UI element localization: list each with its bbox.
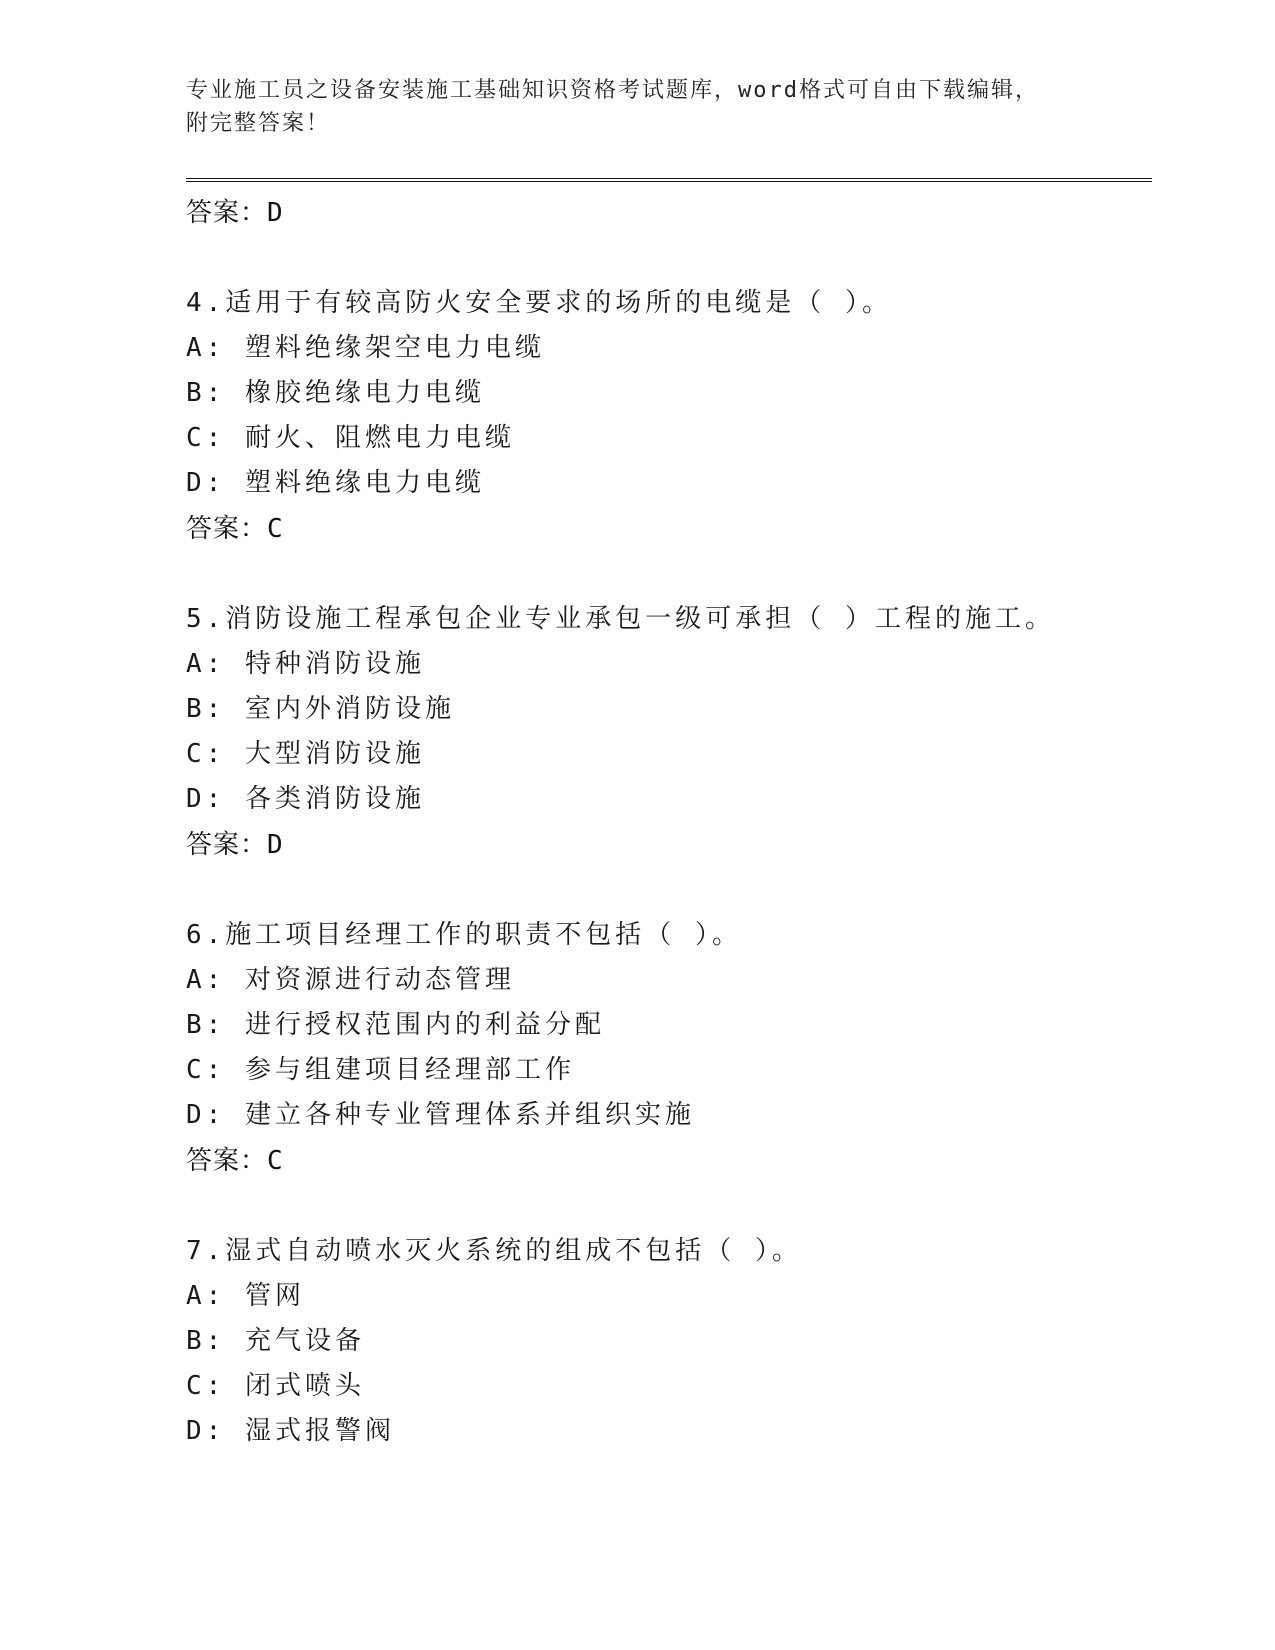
question-5-answer: 答案：D	[186, 830, 284, 860]
question-4-option-d: D: 塑料绝缘电力电缆	[186, 468, 485, 498]
spacer	[186, 868, 1152, 912]
spacer	[186, 1184, 1152, 1228]
answer-line: 答案：D	[186, 198, 284, 228]
question-7-option-b: B: 充气设备	[186, 1326, 365, 1356]
header-line-1: 专业施工员之设备安装施工基础知识资格考试题库，word格式可自由下载编辑，	[186, 78, 1039, 103]
question-4-answer: 答案：C	[186, 514, 284, 544]
question-6-answer: 答案：C	[186, 1146, 284, 1176]
question-5-option-a: A: 特种消防设施	[186, 649, 425, 679]
question-7-option-d: D: 湿式报警阀	[186, 1416, 395, 1446]
question-6-option-c: C: 参与组建项目经理部工作	[186, 1055, 575, 1085]
question-5-option-c: C: 大型消防设施	[186, 739, 425, 769]
question-5-stem: 5.消防设施工程承包企业专业承包一级可承担（ ）工程的施工。	[186, 604, 1055, 634]
question-4-option-c: C: 耐火、阻燃电力电缆	[186, 423, 515, 453]
header-divider	[186, 178, 1152, 182]
spacer	[186, 552, 1152, 596]
document-header	[186, 74, 1066, 140]
question-list	[186, 190, 1152, 1454]
question-6-option-a: A: 对资源进行动态管理	[186, 965, 515, 995]
question-6-option-d: D: 建立各种专业管理体系并组织实施	[186, 1100, 695, 1130]
question-4-stem: 4.适用于有较高防火安全要求的场所的电缆是（ ）。	[186, 288, 892, 318]
question-6-stem: 6.施工项目经理工作的职责不包括（ ）。	[186, 920, 742, 950]
question-7-option-a: A: 管网	[186, 1281, 305, 1311]
spacer	[186, 236, 1152, 280]
question-6-option-b: B: 进行授权范围内的利益分配	[186, 1010, 605, 1040]
header-line-2: 附完整答案！	[186, 111, 331, 136]
question-7-stem: 7.湿式自动喷水灭火系统的组成不包括（ ）。	[186, 1236, 802, 1266]
question-5-option-b: B: 室内外消防设施	[186, 694, 455, 724]
question-5-option-d: D: 各类消防设施	[186, 784, 425, 814]
question-4-option-b: B: 橡胶绝缘电力电缆	[186, 378, 485, 408]
question-7-option-c: C: 闭式喷头	[186, 1371, 365, 1401]
question-4-option-a: A: 塑料绝缘架空电力电缆	[186, 333, 545, 363]
